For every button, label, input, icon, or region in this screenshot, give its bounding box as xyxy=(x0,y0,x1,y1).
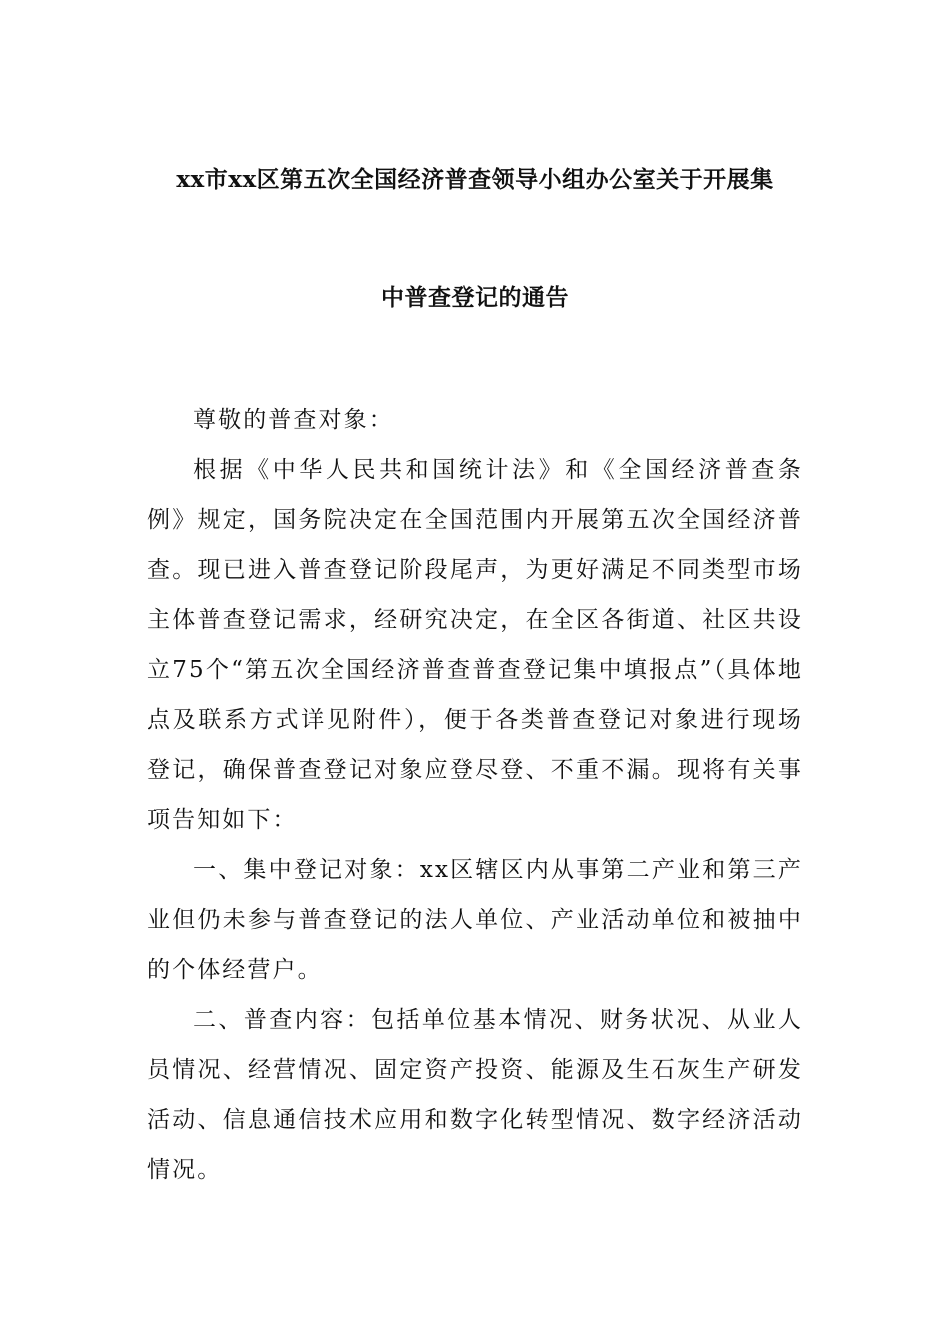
paragraph-registration-targets: 一、集中登记对象：xx区辖区内从事第二产业和第三产业但仍未参与普查登记的法人单位、产业活动单位和被抽中的个体经营户。 xyxy=(147,857,803,983)
document-title-line-1: xx市xx区第五次全国经济普查领导小组办公室关于开展集 xyxy=(176,166,774,193)
document-body xyxy=(147,395,803,1195)
paragraph-census-content: 二、普查内容：包括单位基本情况、财务状况、从业人员情况、经营情况、固定资产投资、能源及生石灰生产研发活动、信息通信技术应用和数字化转型情况、数字经济活动情况。 xyxy=(147,1007,803,1183)
paragraph-background: 根据《中华人民共和国统计法》和《全国经济普查条例》规定，国务院决定在全国范围内开展第五次全国经济普查。现已进入普查登记阶段尾声，为更好满足不同类型市场主体普查登记需求，经研究决定，在全区各街道、社区共设立75个“第五次全国经济普查普查登记集中填报点”（具体地点及联系方式详见附件），便于各类普查登记对象进行现场登记，确保普查登记对象应登尽登、不重不漏。现将有关事项告知如下： xyxy=(147,457,803,833)
document-title-line-2: 中普查登记的通告 xyxy=(381,284,569,311)
salutation: 尊敬的普查对象： xyxy=(193,407,394,433)
